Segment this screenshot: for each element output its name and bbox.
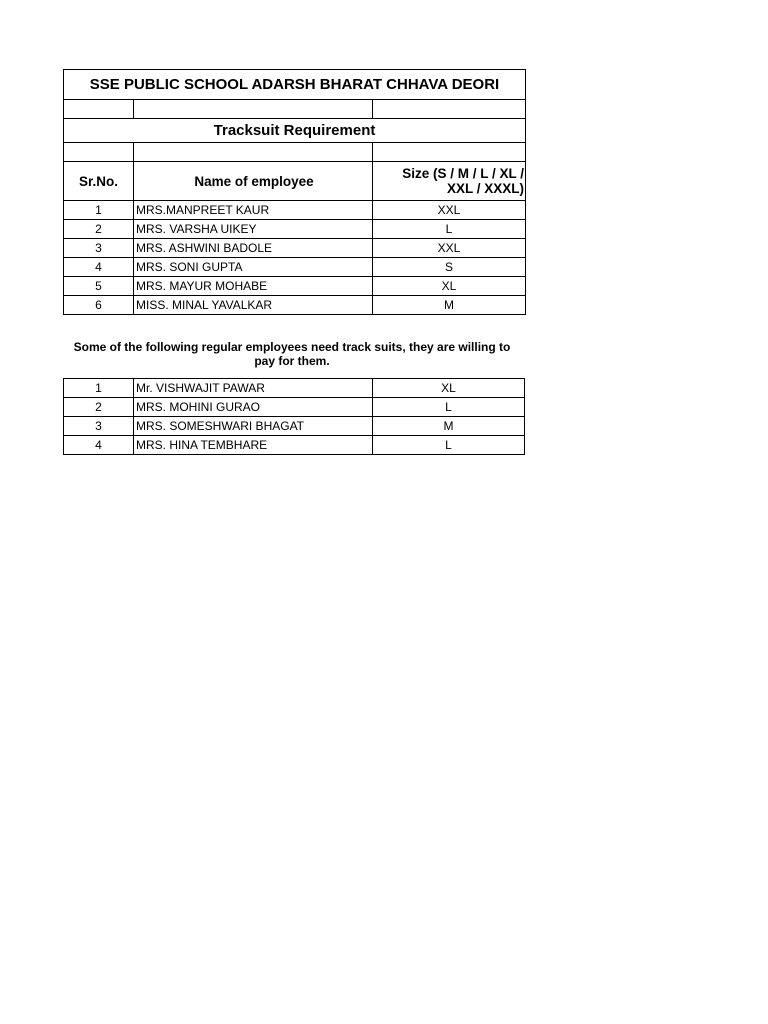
header-name: Name of employee bbox=[134, 162, 373, 201]
sr-cell: 1 bbox=[64, 379, 134, 398]
sheet-title: Tracksuit Requirement bbox=[64, 119, 526, 143]
table-row bbox=[64, 239, 526, 258]
school-name: SSE PUBLIC SCHOOL ADARSH BHARAT CHHAVA DEORI bbox=[64, 70, 526, 100]
size-cell: L bbox=[373, 436, 525, 455]
size-cell: L bbox=[373, 398, 525, 417]
blank-cell bbox=[134, 143, 373, 162]
sr-cell: 3 bbox=[64, 417, 134, 436]
table-row bbox=[64, 417, 525, 436]
table-row bbox=[64, 398, 525, 417]
name-cell: MRS. SOMESHWARI BHAGAT bbox=[134, 417, 373, 436]
table-row bbox=[64, 436, 525, 455]
sr-cell: 3 bbox=[64, 239, 134, 258]
sr-cell: 6 bbox=[64, 296, 134, 315]
table-row bbox=[64, 220, 526, 239]
blank-cell bbox=[64, 143, 134, 162]
name-cell: MRS. MAYUR MOHABE bbox=[134, 277, 373, 296]
sr-cell: 2 bbox=[64, 398, 134, 417]
size-cell: L bbox=[373, 220, 526, 239]
sr-cell: 4 bbox=[64, 258, 134, 277]
name-cell: Mr. VISHWAJIT PAWAR bbox=[134, 379, 373, 398]
sr-cell: 5 bbox=[64, 277, 134, 296]
table-row bbox=[64, 379, 525, 398]
blank-cell bbox=[373, 143, 526, 162]
regular-employees-table bbox=[63, 378, 525, 455]
blank-cell bbox=[373, 100, 526, 119]
table-row bbox=[64, 258, 526, 277]
name-cell: MRS. HINA TEMBHARE bbox=[134, 436, 373, 455]
header-row bbox=[64, 162, 526, 201]
name-cell: MRS. VARSHA UIKEY bbox=[134, 220, 373, 239]
size-cell: XXL bbox=[373, 201, 526, 220]
blank-cell bbox=[64, 100, 134, 119]
sr-cell: 1 bbox=[64, 201, 134, 220]
size-cell: M bbox=[373, 417, 525, 436]
name-cell: MRS. SONI GUPTA bbox=[134, 258, 373, 277]
table-row bbox=[64, 201, 526, 220]
size-cell: S bbox=[373, 258, 526, 277]
size-cell: XL bbox=[373, 277, 526, 296]
tracksuit-table bbox=[63, 69, 526, 315]
table-row bbox=[64, 277, 526, 296]
regular-employees-note: Some of the following regular employees need track suits, they are willing to pay for them. bbox=[73, 340, 511, 368]
size-cell: M bbox=[373, 296, 526, 315]
sr-cell: 2 bbox=[64, 220, 134, 239]
blank-cell bbox=[134, 100, 373, 119]
size-cell: XL bbox=[373, 379, 525, 398]
name-cell: MISS. MINAL YAVALKAR bbox=[134, 296, 373, 315]
sr-cell: 4 bbox=[64, 436, 134, 455]
table-row bbox=[64, 296, 526, 315]
header-sr-no: Sr.No. bbox=[64, 162, 134, 201]
name-cell: MRS. MOHINI GURAO bbox=[134, 398, 373, 417]
size-cell: XXL bbox=[373, 239, 526, 258]
name-cell: MRS. ASHWINI BADOLE bbox=[134, 239, 373, 258]
header-size: Size (S / M / L / XL / XXL / XXXL) bbox=[373, 162, 526, 201]
name-cell: MRS.MANPREET KAUR bbox=[134, 201, 373, 220]
